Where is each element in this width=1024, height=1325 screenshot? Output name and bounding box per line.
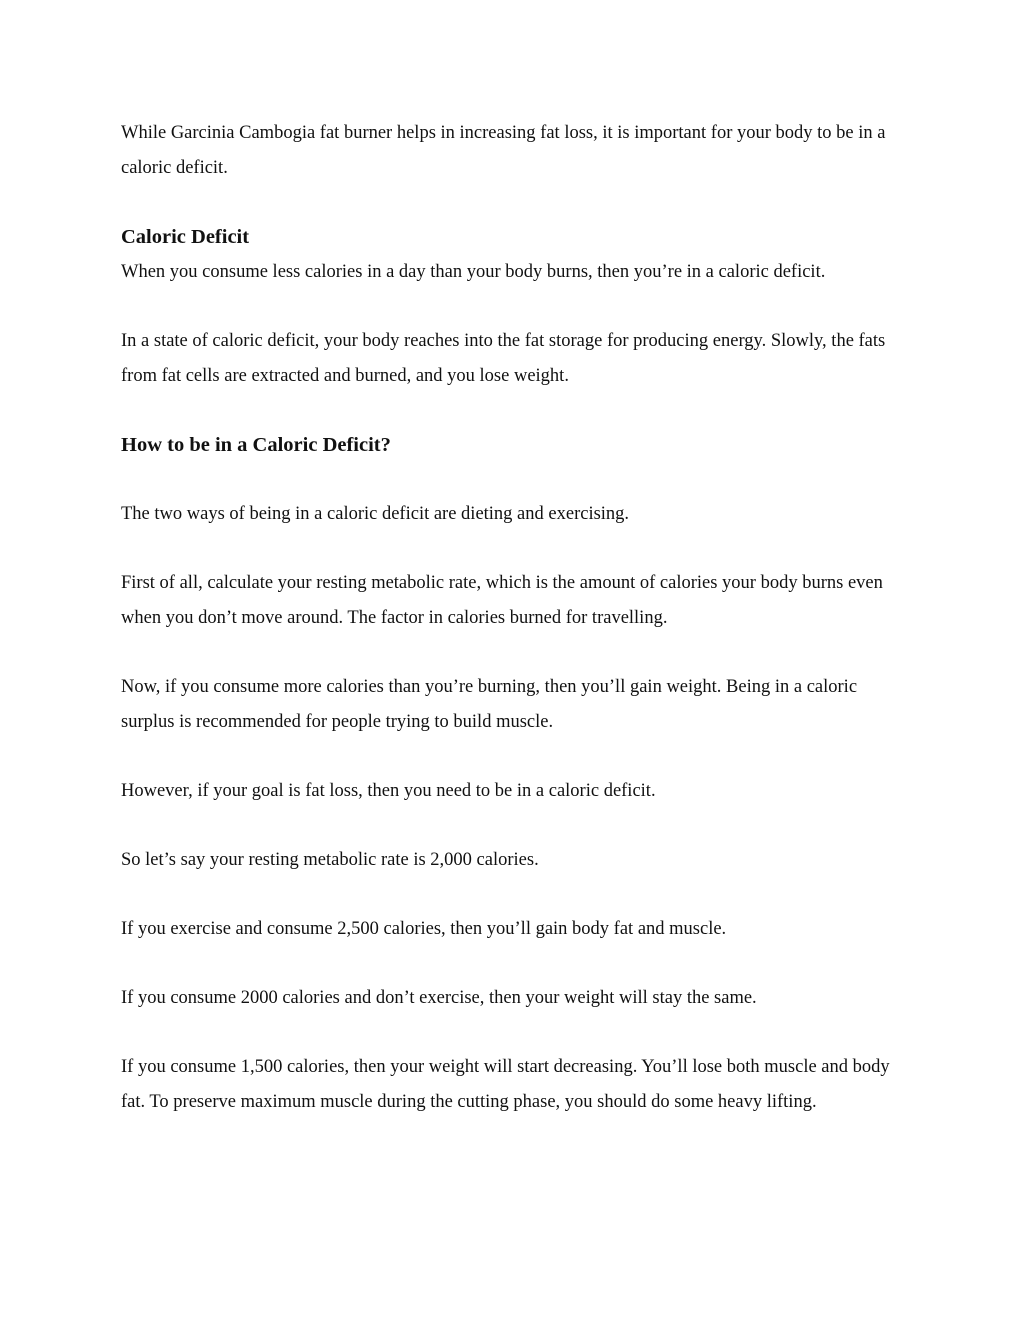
paragraph-definition: When you consume less calories in a day than your body burns, then you’re in a caloric deficit.: [121, 262, 826, 282]
heading-caloric-deficit: Caloric Deficit: [121, 226, 250, 248]
paragraph-example-rate: So let’s say your resting metabolic rate is 2,000 calories.: [121, 850, 539, 870]
paragraph-example-1500: If you consume 1,500 calories, then your weight will start decreasing. You’ll lose both muscle and body fat. To preserve maximum muscle during the cutting phase, you should do some heavy lifting.: [121, 1057, 890, 1112]
paragraph-example-2000: If you consume 2000 calories and don’t exercise, then your weight will stay the same.: [121, 988, 757, 1008]
paragraph-surplus: Now, if you consume more calories than you’re burning, then you’ll gain weight. Being in a caloric surplus is recommended for people trying to build muscle.: [121, 677, 858, 732]
paragraph-fat-loss-goal: However, if your goal is fat loss, then you need to be in a caloric deficit.: [121, 781, 656, 801]
paragraph-fat-storage: In a state of caloric deficit, your body reaches into the fat storage for producing energy. Slowly, the fats from fat cells are extracted and burned, and you lose weight.: [121, 331, 886, 386]
heading-how-to: How to be in a Caloric Deficit?: [121, 434, 391, 456]
paragraph-metabolic-rate: First of all, calculate your resting metabolic rate, which is the amount of calories your body burns even when you don’t move around. The factor in calories burned for travelling.: [121, 573, 883, 628]
paragraph-intro: While Garcinia Cambogia fat burner helps in increasing fat loss, it is important for your body to be in a caloric deficit.: [121, 123, 886, 178]
paragraph-example-2500: If you exercise and consume 2,500 calories, then you’ll gain body fat and muscle.: [121, 919, 727, 939]
paragraph-two-ways: The two ways of being in a caloric deficit are dieting and exercising.: [121, 504, 630, 524]
document-body: [121, 116, 911, 1154]
